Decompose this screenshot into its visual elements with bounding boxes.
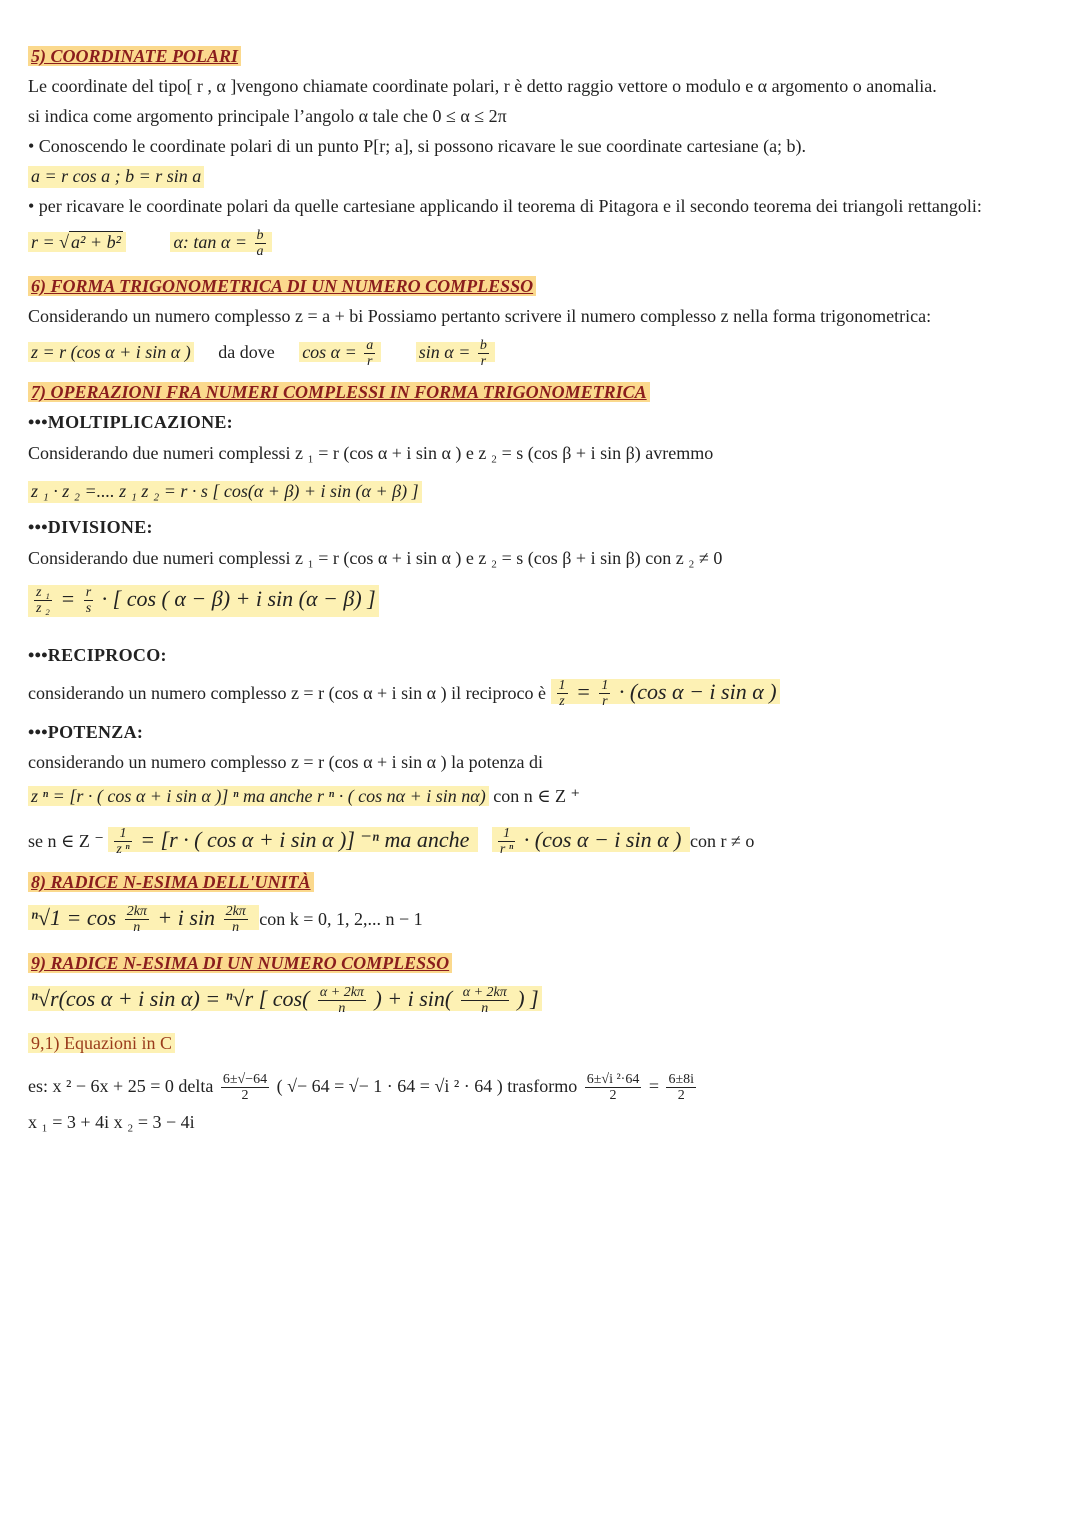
power-formula-negative: se n ∈ Z ⁻ $\frac{1}{\text{z ⁿ}}$ = [r · ( cos α + i sin α )] ⁻ⁿ ma anche $\frac{1}{\text{r ⁿ}}$ · (cos α − i sin α ) con r ≠ o bbox=[28, 826, 755, 858]
fraction-1-over-r: $\frac{1}{r}$ bbox=[601, 678, 609, 710]
section-6-title: 6) FORMA TRIGONOMETRICA DI UN NUMERO COMPLESSO bbox=[28, 276, 536, 298]
fraction-b-over-a: $\frac{b}{a}$ bbox=[256, 228, 264, 260]
fraction-1-over-z: $\frac{1}{z}$ bbox=[558, 678, 566, 710]
sec5-paragraph-1: Le coordinate del tipo[ r , α ]vengono chiamate coordinate polari, r è detto raggio vettore o modulo e α argomento o anomalia. bbox=[28, 76, 937, 96]
fraction-alpha-2kpi-over-n-b: $\frac{\alpha + 2k\pi}{n}$ bbox=[462, 985, 507, 1017]
section-7-title: 7) OPERAZIONI FRA NUMERI COMPLESSI IN FORMA TRIGONOMETRICA bbox=[28, 382, 650, 404]
division-formula: $\frac{\text{z ₁}}{\text{z ₂}}$ = $\frac{r}{s}$ · [ cos ( α − β) + i sin (α − β) ] bbox=[28, 585, 379, 617]
division-heading: •••DIVISIONE: bbox=[28, 517, 153, 537]
sec5-paragraph-2: si indica come argomento principale l’angolo α tale che 0 ≤ α ≤ 2π bbox=[28, 106, 507, 126]
multiplication-formula: z ₁ · z ₂ =.... z ₁ z ₂ = r · s [ cos(α + β) + i sin (α + β) ] bbox=[28, 481, 422, 503]
section-5-title: 5) COORDINATE POLARI bbox=[28, 46, 241, 68]
fraction-b-over-r: $\frac{b}{r}$ bbox=[479, 338, 487, 370]
fraction-alpha-2kpi-over-n-a: $\frac{\alpha + 2k\pi}{n}$ bbox=[319, 985, 364, 1017]
section-9-title: 9) RADICE N-ESIMA DI UN NUMERO COMPLESSO bbox=[28, 953, 452, 975]
sec6-paragraph-1: Considerando un numero complesso z = a + bi Possiamo pertanto scrivere il numero complesso z nella forma trigonometrica: bbox=[28, 306, 932, 326]
fraction-1-over-zn: $\frac{1}{\text{z ⁿ}}$ bbox=[116, 826, 130, 858]
sec5-paragraph-4: • per ricavare le coordinate polari da quelle cartesiane applicando il teorema di Pitagora e il secondo teorema dei triangoli rettangoli: bbox=[28, 196, 982, 216]
fraction-result: $\frac{6\pm 8i}{2}$ bbox=[668, 1072, 695, 1104]
fraction-2kpi-over-n-a: $\frac{2k\pi}{n}$ bbox=[126, 904, 147, 936]
power-formula-positive: z ⁿ = [r · ( cos α + i sin α )] ⁿ ma anche r ⁿ · ( cos nα + i sin nα) con n ∈ Z ⁺ bbox=[28, 786, 580, 808]
fraction-r-over-s: $\frac{r}{s}$ bbox=[85, 585, 92, 617]
multiplication-text: Considerando due numeri complessi z ₁ = r (cos α + i sin α ) e z ₂ = s (cos β + i sin β) avremmo bbox=[28, 443, 714, 463]
power-heading: •••POTENZA: bbox=[28, 722, 144, 742]
multiplication-heading: •••MOLTIPLICAZIONE: bbox=[28, 412, 233, 432]
fraction-z1-over-z2: $\frac{\text{z ₁}}{\text{z ₂}}$ bbox=[36, 585, 50, 617]
fraction-transform: $\frac{\text{6±√i ²·64}}{2}$ bbox=[586, 1072, 640, 1104]
root-of-unity-formula: ⁿ√1 = cos $\frac{2k\pi}{n}$ + i sin $\frac{2k\pi}{n}$ con k = 0, 1, 2,... n − 1 bbox=[28, 904, 423, 936]
example-equation: es: x ² − 6x + 25 = 0 delta $\frac{6\pm√-64}{2}$ ( √− 64 = √− 1 · 64 = √i ² · 64 ) trasformo $\frac{\text{6±√i ²·64}}{2}$ = $\frac{6\pm 8i}{2}$ bbox=[28, 1072, 695, 1104]
sec6-formula: z = r (cos α + i sin α ) da dove cos α = $\frac{a}{r}$ sin α = $\frac{b}{r}$ bbox=[28, 338, 495, 370]
fraction-delta: $\frac{6\pm√-64}{2}$ bbox=[222, 1072, 268, 1104]
complex-root-formula: ⁿ√r(cos α + i sin α) = ⁿ√r [ cos( $\frac{\alpha + 2k\pi}{n}$ ) + i sin( $\frac{\alpha + 2k\pi}{n}$ ) ] bbox=[28, 985, 542, 1017]
power-text: considerando un numero complesso z = r (cos α + i sin α ) la potenza di bbox=[28, 752, 544, 772]
sec5-formula-cartesian: a = r cos a ; b = r sin a bbox=[28, 166, 204, 188]
fraction-1-over-rn: $\frac{1}{\text{r ⁿ}}$ bbox=[499, 826, 514, 858]
section-8-title: 8) RADICE N-ESIMA DELL'UNITÀ bbox=[28, 872, 314, 894]
division-text: Considerando due numeri complessi z ₁ = r (cos α + i sin α ) e z ₂ = s (cos β + i sin β) con z ₂ ≠ 0 bbox=[28, 548, 723, 568]
sec5-paragraph-3: • Conoscendo le coordinate polari di un punto P[r; a], si possono ricavare le sue coordinate cartesiane (a; b). bbox=[28, 136, 807, 156]
reciprocal-heading: •••RECIPROCO: bbox=[28, 645, 167, 665]
section-9-1-title: 9,1) Equazioni in C bbox=[28, 1033, 175, 1055]
sec5-formula-polar: r = √ a² + b² α: tan α = $\frac{b}{a}$ bbox=[28, 228, 272, 260]
radicand: a² + b² bbox=[71, 232, 121, 253]
fraction-a-over-r: $\frac{a}{r}$ bbox=[366, 338, 374, 370]
fraction-2kpi-over-n-b: $\frac{2k\pi}{n}$ bbox=[225, 904, 246, 936]
example-solutions: x ₁ = 3 + 4i x ₂ = 3 − 4i bbox=[28, 1112, 195, 1132]
reciprocal-line: considerando un numero complesso z = r (cos α + i sin α ) il reciproco è $\frac{1}{z}$ = $\frac{1}{r}$ · (cos α − i sin α ) bbox=[28, 678, 780, 710]
